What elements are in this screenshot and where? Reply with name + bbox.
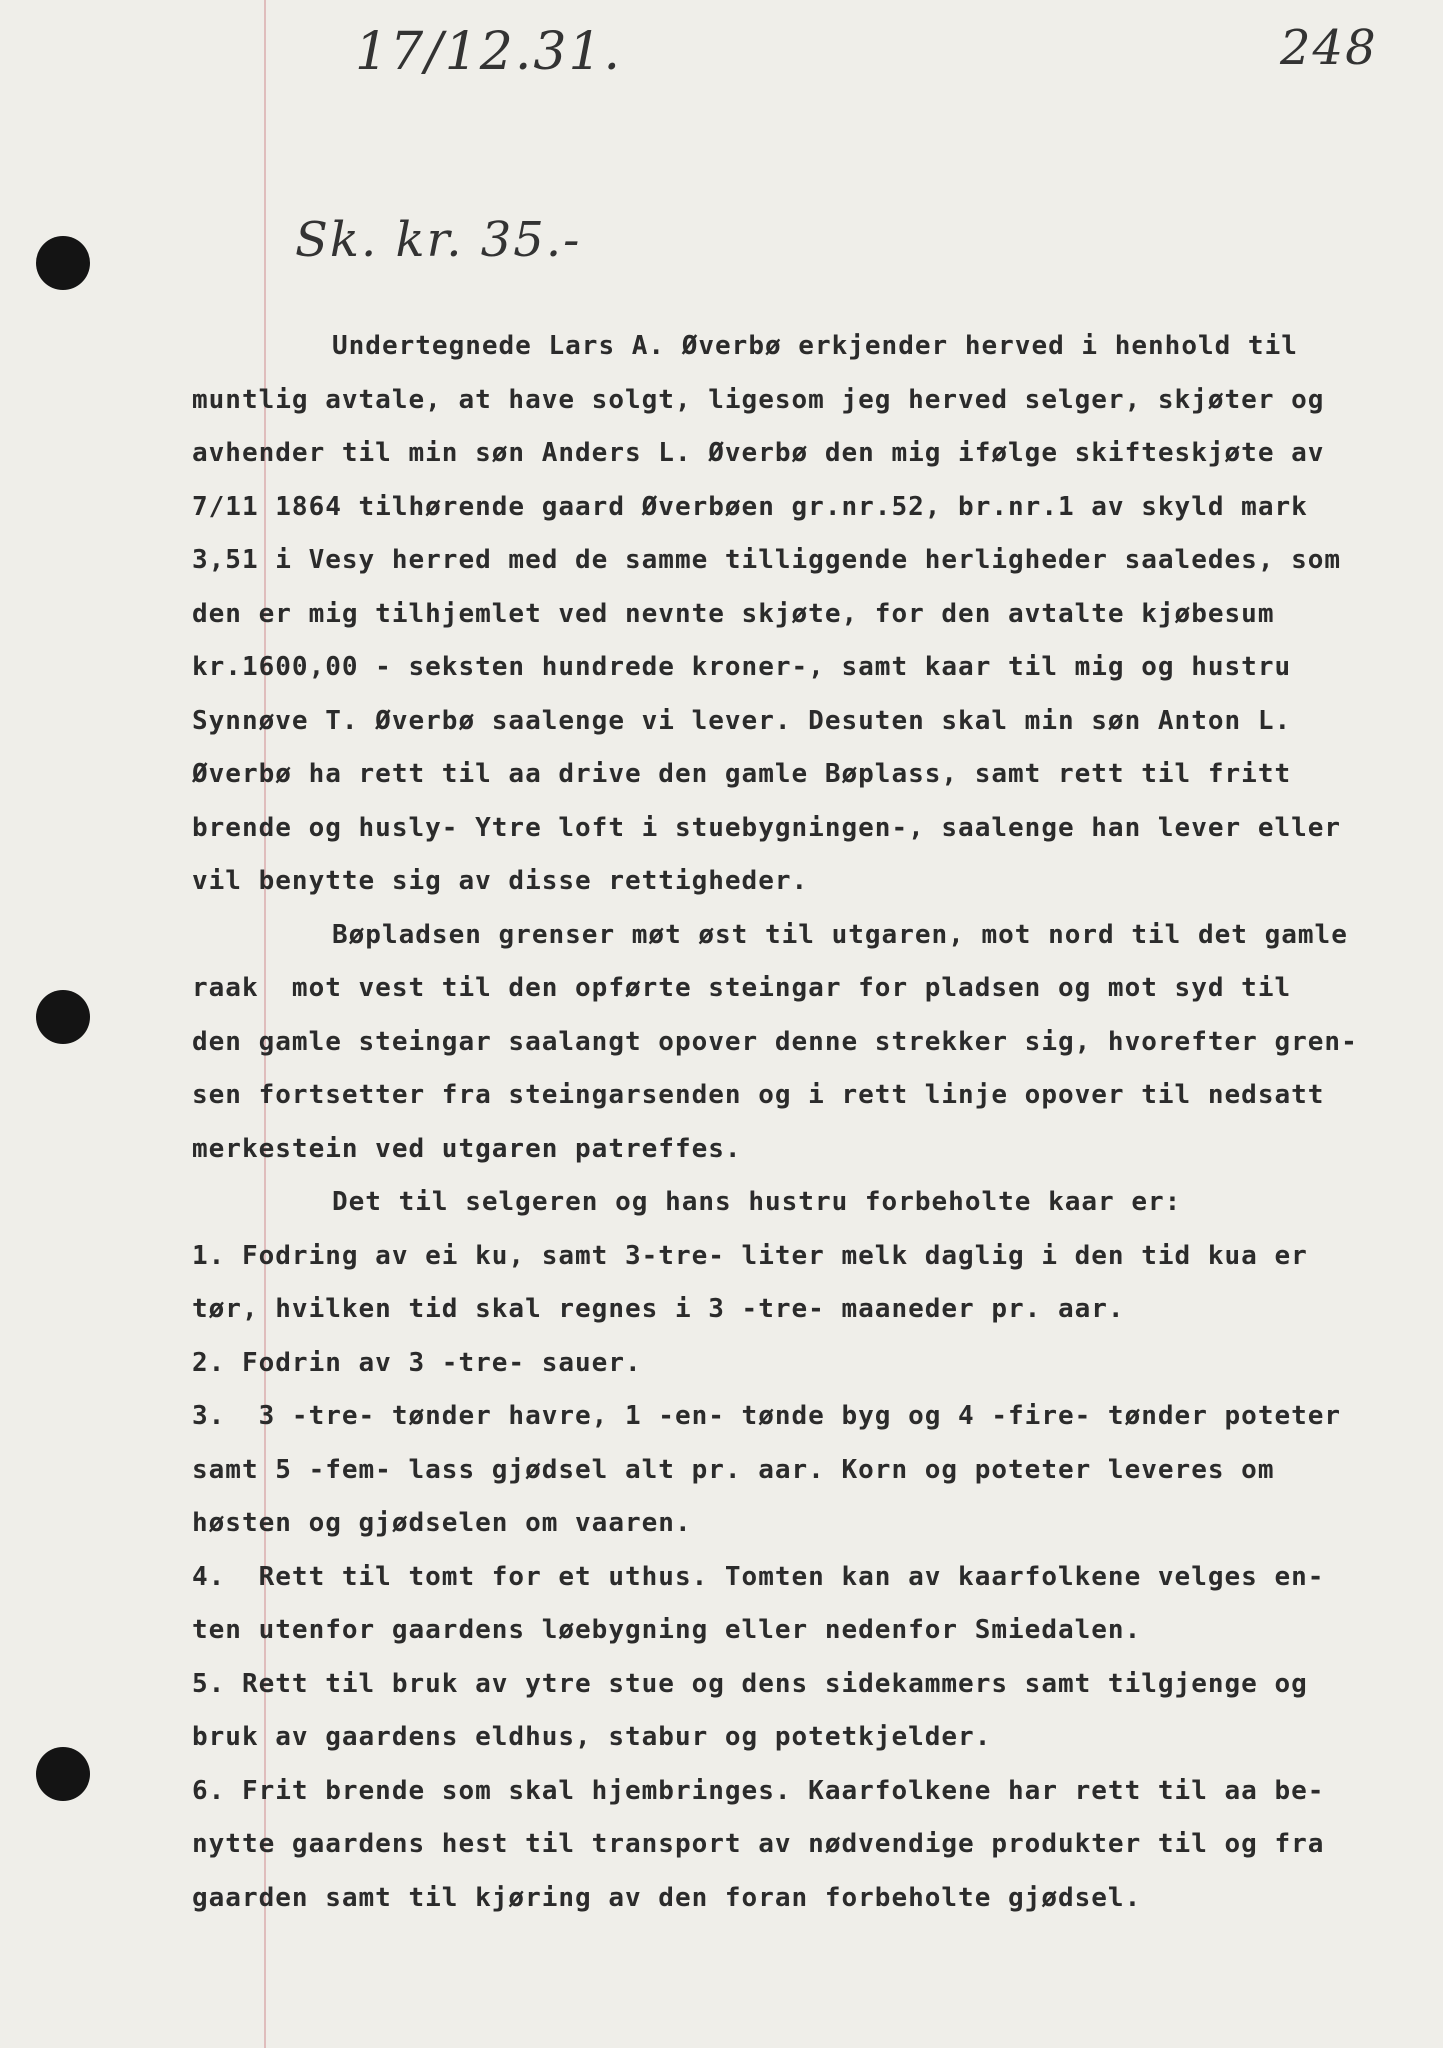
text-line: 1. Fodring av ei ku, samt 3-tre- liter melk daglig i den tid kua er xyxy=(192,1240,1308,1271)
text-line: høsten og gjødselen om vaaren. xyxy=(192,1508,692,1538)
text-line: 3. 3 -tre- tønder havre, 1 -en- tønde byg og 4 -fire- tønder poteter xyxy=(192,1401,1342,1431)
text-line: 2. Fodrin av 3 -tre- sauer. xyxy=(192,1347,642,1378)
text-line: brende og husly- Ytre loft i stuebygningen-, saalenge han lever eller xyxy=(192,812,1342,843)
text-line: den gamle steingar saalangt opover denne strekker sig, hvorefter gren- xyxy=(192,1026,1358,1057)
punch-hole xyxy=(36,1747,90,1801)
text-line: merkestein ved utgaren patreffes. xyxy=(192,1133,742,1164)
text-line: muntlig avtale, at have solgt, ligesom jeg herved selger, skjøter og xyxy=(192,384,1325,415)
text-line: 6. Frit brende som skal hjembringes. Kaarfolkene har rett til aa be- xyxy=(192,1775,1325,1806)
text-line: vil benytte sig av disse rettigheder. xyxy=(192,866,809,896)
text-line: nytte gaardens hest til transport av nødvendige produkter til og fra xyxy=(192,1829,1325,1859)
text-line: samt 5 -fem- lass gjødsel alt pr. aar. Korn og poteter leveres om xyxy=(192,1454,1275,1485)
text-line: ten utenfor gaardens løebygning eller nedenfor Smiedalen. xyxy=(192,1615,1142,1645)
handwritten-reference: Sk. kr. 35.- xyxy=(295,212,582,268)
text-line: Bøpladsen grenser møt øst til utgaren, mot nord til det gamle xyxy=(332,919,1348,950)
deed-text xyxy=(192,320,1392,1925)
text-line: Det til selgeren og hans hustru forbeholte kaar er: xyxy=(332,1187,1182,1217)
text-line: den er mig tilhjemlet ved nevnte skjøte, for den avtalte kjøbesum xyxy=(192,598,1275,629)
text-line: 7/11 1864 tilhørende gaard Øverbøen gr.nr.52, br.nr.1 av skyld mark xyxy=(192,491,1308,522)
text-line: gaarden samt til kjøring av den foran forbeholte gjødsel. xyxy=(192,1882,1142,1913)
text-line: bruk av gaardens eldhus, stabur og potetkjelder. xyxy=(192,1722,992,1752)
punch-hole xyxy=(36,990,90,1044)
handwritten-page-number: 248 xyxy=(1280,20,1378,76)
text-line: sen fortsetter fra steingarsenden og i rett linje opover til nedsatt xyxy=(192,1080,1325,1110)
text-line: kr.1600,00 - seksten hundrede kroner-, samt kaar til mig og hustru xyxy=(192,652,1292,682)
text-line: tør, hvilken tid skal regnes i 3 -tre- maaneder pr. aar. xyxy=(192,1294,1125,1324)
text-line: 5. Rett til bruk av ytre stue og dens sidekammers samt tilgjenge og xyxy=(192,1668,1308,1699)
text-line: Synnøve T. Øverbø saalenge vi lever. Desuten skal min søn Anton L. xyxy=(192,705,1292,736)
text-line: Øverbø ha rett til aa drive den gamle Bøplass, samt rett til fritt xyxy=(192,759,1292,789)
text-line: 4. Rett til tomt for et uthus. Tomten kan av kaarfolkene velges en- xyxy=(192,1561,1325,1592)
punch-hole xyxy=(36,236,90,290)
handwritten-date: 17/12.31. xyxy=(355,22,623,82)
text-line: raak mot vest til den opførte steingar for pladsen og mot syd til xyxy=(192,973,1292,1003)
text-line: Undertegnede Lars A. Øverbø erkjender herved i henhold til xyxy=(332,331,1298,361)
text-line: 3,51 i Vesy herred med de samme tilliggende herligheder saaledes, som xyxy=(192,545,1342,575)
text-line: avhender til min søn Anders L. Øverbø den mig ifølge skifteskjøte av xyxy=(192,438,1325,468)
